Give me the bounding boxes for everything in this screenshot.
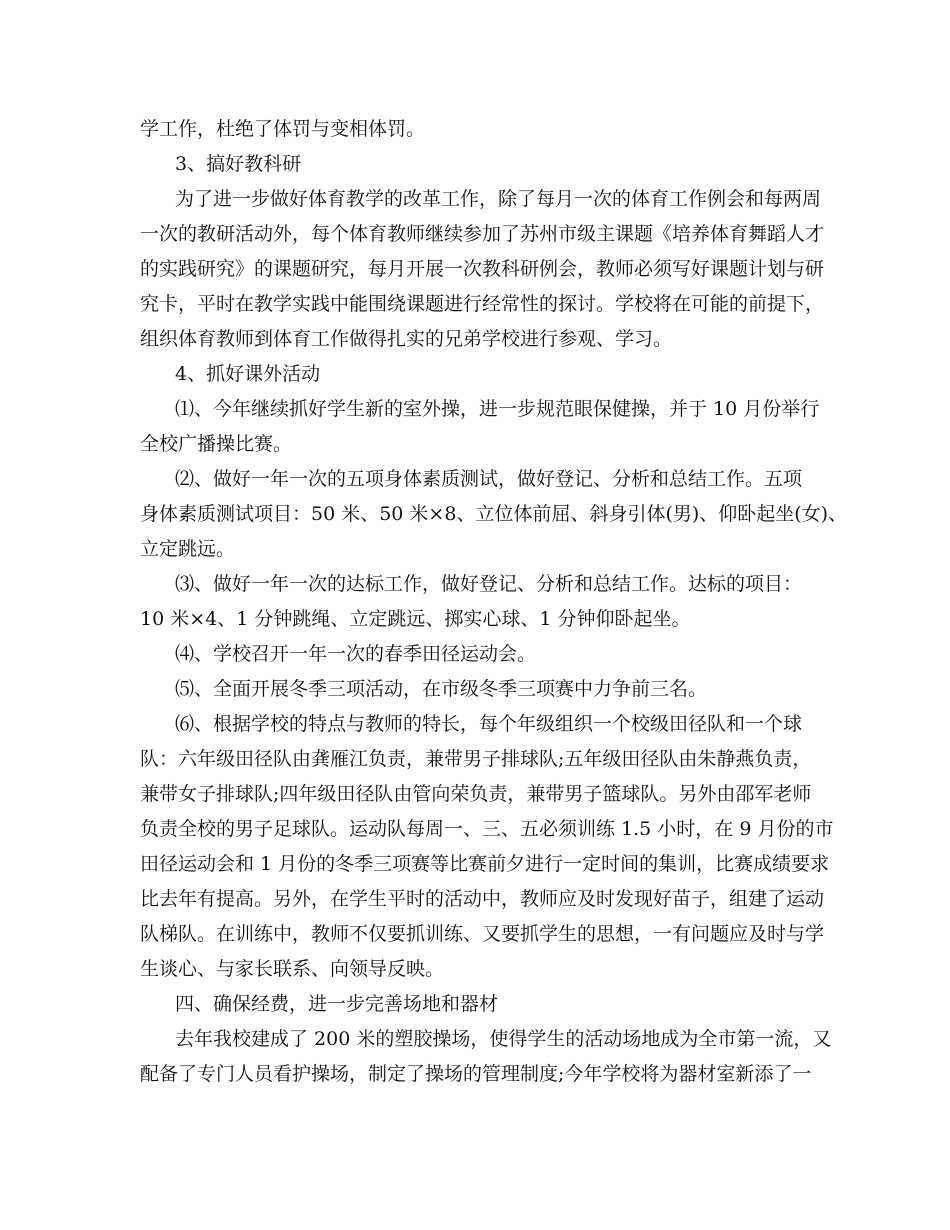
text-line: 究卡，平时在教学实践中能围绕课题进行经常性的探讨。学校将在可能的前提下， — [140, 293, 825, 315]
section-heading: 四、确保经费，进一步完善场地和器材 — [175, 993, 499, 1015]
text-line: 一次的教研活动外，每个体育教师继续参加了苏州市级主课题《培养体育舞蹈人才 — [140, 223, 825, 245]
text-line: 去年我校建成了 200 米的塑胶操场，使得学生的活动场地成为全市第一流，又 — [175, 1028, 832, 1050]
text-line: 立定跳远。 — [140, 538, 236, 560]
text-line: 全校广播操比赛。 — [140, 433, 293, 455]
text-line: 队：六年级田径队由龚雁江负责，兼带男子排球队;五年级田径队由朱静燕负责， — [140, 748, 812, 770]
text-line: 为了进一步做好体育教学的改革工作，除了每月一次的体育工作例会和每两周 — [175, 188, 822, 210]
text-line: 比去年有提高。另外，在学生平时的活动中，教师应及时发现好苗子，组建了运动 — [140, 888, 825, 910]
list-item: ⑵、做好一年一次的五项身体素质测试，做好登记、分析和总结工作。五项 — [175, 468, 803, 490]
text-line: 的实践研究》的课题研究，每月开展一次教科研例会，教师必须写好课题计划与研 — [140, 258, 825, 280]
text-line: 田径运动会和 1 月份的冬季三项赛等比赛前夕进行一定时间的集训，比赛成绩要求 — [140, 853, 830, 875]
text-line: 身体素质测试项目：50 米、50 米×8、立位体前屈、斜身引体(男)、仰卧起坐(女)、 — [140, 503, 848, 525]
list-item: ⑴、今年继续抓好学生新的室外操，进一步规范眼保健操，并于 10 月份举行 — [175, 398, 820, 420]
text-line: 队梯队。在训练中，教师不仅要抓训练、又要抓学生的思想，一有问题应及时与学 — [140, 923, 825, 945]
list-item: ⑸、全面开展冬季三项活动，在市级冬季三项赛中力争前三名。 — [175, 678, 708, 700]
text-line: 负责全校的男子足球队。运动队每周一、三、五必须训练 1.5 小时，在 9 月份的市 — [140, 818, 834, 840]
text-line: 组织体育教师到体育工作做得扎实的兄弟学校进行参观、学习。 — [140, 328, 673, 350]
list-item: ⑹、根据学校的特点与教师的特长，每个年级组织一个校级田径队和一个球 — [175, 713, 803, 735]
text-line: 兼带女子排球队;四年级田径队由管向荣负责，兼带男子篮球队。另外由邵军老师 — [140, 783, 812, 805]
text-line: 10 米×4、1 分钟跳绳、立定跳远、掷实心球、1 分钟仰卧起坐。 — [140, 608, 691, 630]
text-line: 配备了专门人员看护操场，制定了操场的管理制度;今年学校将为器材室新添了一 — [140, 1063, 812, 1085]
list-item: ⑶、做好一年一次的达标工作，做好登记、分析和总结工作。达标的项目： — [175, 573, 803, 595]
text-line: 学工作，杜绝了体罚与变相体罚。 — [140, 118, 426, 140]
section-heading: 3、搞好教科研 — [175, 153, 302, 175]
list-item: ⑷、学校召开一年一次的春季田径运动会。 — [175, 643, 537, 665]
text-line: 生谈心、与家长联系、向领导反映。 — [140, 958, 445, 980]
section-heading: 4、抓好课外活动 — [175, 363, 321, 385]
